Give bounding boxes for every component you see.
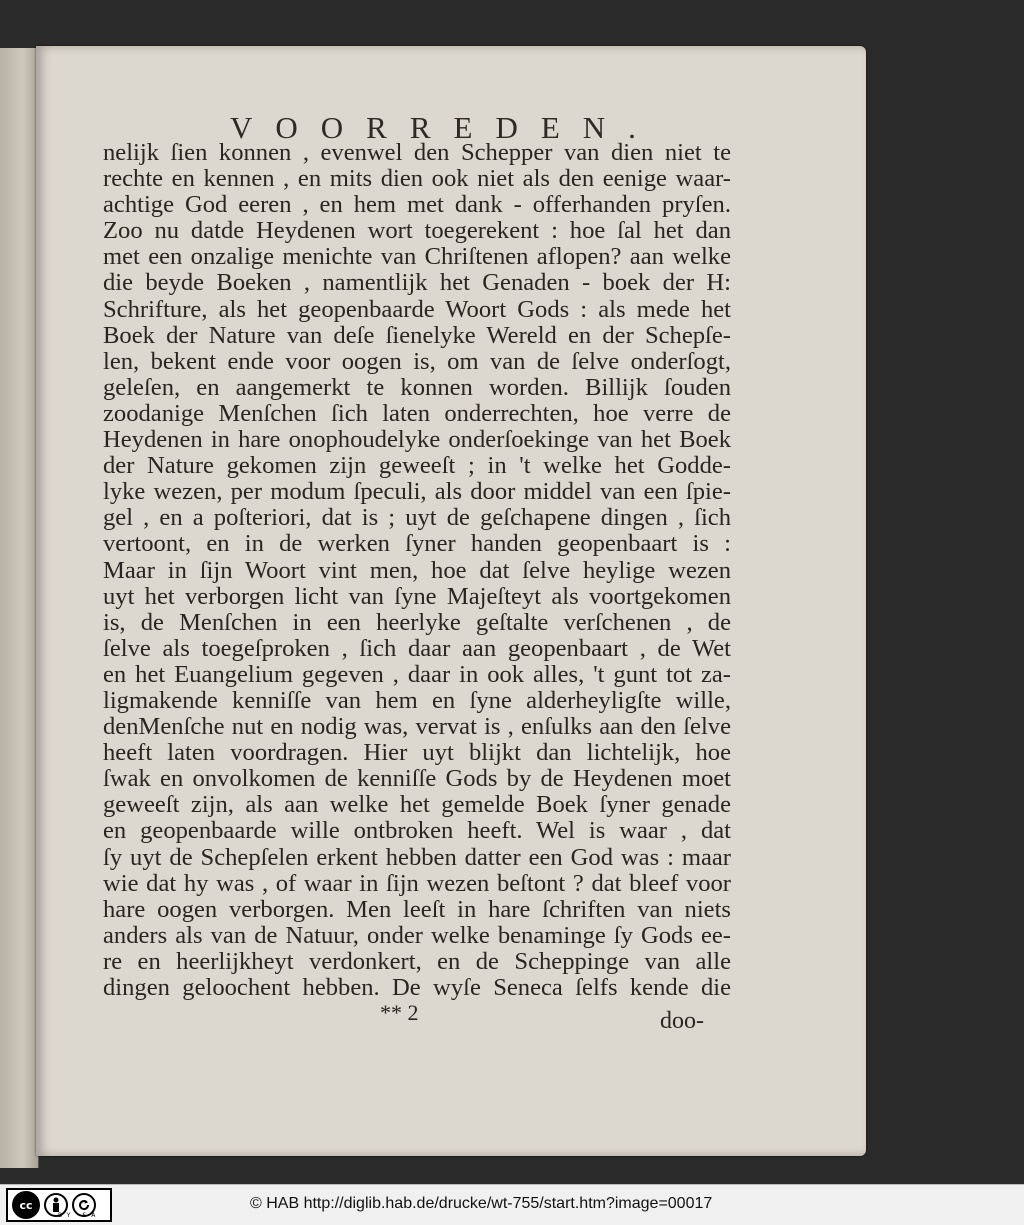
license-labels: BY SA — [58, 1212, 101, 1219]
text-line: uyt het verborgen licht van ſyne Majeſteyt als voortgekomen — [103, 582, 731, 610]
cc-icon: cc — [12, 1191, 40, 1219]
text-line: ſwak en onvolkomen de kenniſſe Gods by de Heydenen moet — [103, 765, 731, 793]
text-line: die beyde Boeken , namentlijk het Genaden - boek der H: — [103, 269, 731, 297]
text-line: ſy uyt de Schepſelen erkent hebben datter een God was : maar — [103, 843, 731, 871]
text-line: re en heerlijkheyt verdonkert, en de Scheppinge van alle — [103, 947, 731, 975]
text-line: Zoo nu datde Heydenen wort toegerekent : hoe ſal het dan — [103, 217, 731, 245]
text-line: vertoont, en in de werken ſyner handen geopenbaart is : — [103, 530, 731, 558]
text-line: is, de Menſchen in een heerlyke geſtalte verſchenen , de — [103, 608, 731, 636]
signature-mark: ** 2 — [380, 1000, 419, 1025]
text-line: anders als van de Natuur, onder welke benaminge ſy Gods ee- — [103, 921, 731, 949]
text-line: Maar in ſijn Woort vint men, hoe dat ſelve heylige wezen — [103, 556, 731, 584]
text-line: Schrifture, als het geopenbaarde Woort Gods : als mede het — [103, 295, 731, 323]
previous-page-edge — [0, 48, 39, 1168]
page-heading: VOORREDEN. — [230, 110, 659, 145]
text-line: nelijk ſien konnen , evenwel den Schepper van dien niet te — [103, 139, 731, 166]
text-line: en geopenbaarde wille ontbroken heeft. Wel is waar , dat — [103, 817, 731, 845]
text-line: ſelve als toegeſproken , ſich daar aan geopenbaart , de Wet — [103, 634, 731, 662]
text-line: hare oogen verborgen. Men leeſt in hare ſchriften van niets — [103, 895, 731, 923]
text-line: zoodanige Menſchen ſich laten onderrechten, hoe verre de — [103, 399, 731, 427]
text-line: dingen geloochent hebben. De wyſe Seneca ſelfs kende die — [103, 974, 731, 1001]
text-line: Heydenen in hare onophoudelyke onderſoekinge van het Boek — [103, 426, 731, 454]
text-line: geweeſt zijn, als aan welke het gemelde Boek ſyner genade — [103, 791, 731, 819]
text-line: len, bekent ende voor oogen is, om van de ſelve onderſogt, — [103, 347, 731, 375]
source-credit[interactable]: © HAB http://diglib.hab.de/drucke/wt-755/start.htm?image=00017 — [250, 1195, 713, 1212]
text-line: gel , en a poſteriori, dat is ; uyt de geſchapene dingen , ſich — [103, 504, 731, 532]
text-line: rechte en kennen , en mits dien ook niet als den eenige waar- — [103, 165, 731, 193]
cc-license-badge[interactable] — [6, 1188, 112, 1222]
text-line: en het Euangelium gegeven , daar in ook alles, 't gunt tot za- — [103, 660, 731, 688]
text-line: geleſen, en aangemerkt te konnen worden. Billijk ſouden — [103, 373, 731, 401]
text-line: achtige God eeren , en hem met dank - offerhanden pryſen. — [103, 191, 731, 219]
text-line: denMenſche nut en nodig was, vervat is , enſulks aan den ſelve — [103, 713, 731, 741]
text-line: der Nature gekomen zijn geweeſt ; in 't welke het Godde- — [103, 452, 731, 480]
text-line: ligmakende kenniſſe van hem en ſyne alderheyligſte wille, — [103, 686, 731, 714]
footer-bar — [0, 1184, 1024, 1225]
text-line: wie dat hy was , of waar in ſijn wezen beſtont ? dat bleef voor — [103, 869, 731, 897]
text-line: lyke wezen, per modum ſpeculi, als door middel van een ſpie- — [103, 478, 731, 506]
text-line: Boek der Nature van deſe ſienelyke Wereld en der Schepſe- — [103, 321, 731, 349]
body-text — [103, 140, 731, 1001]
catchword: doo- — [660, 1008, 704, 1034]
text-line: met een onzalige menichte van Chriſtenen aflopen? aan welke — [103, 243, 731, 271]
text-line: heeft laten voordragen. Hier uyt blijkt dan lichtelijk, hoe — [103, 739, 731, 767]
